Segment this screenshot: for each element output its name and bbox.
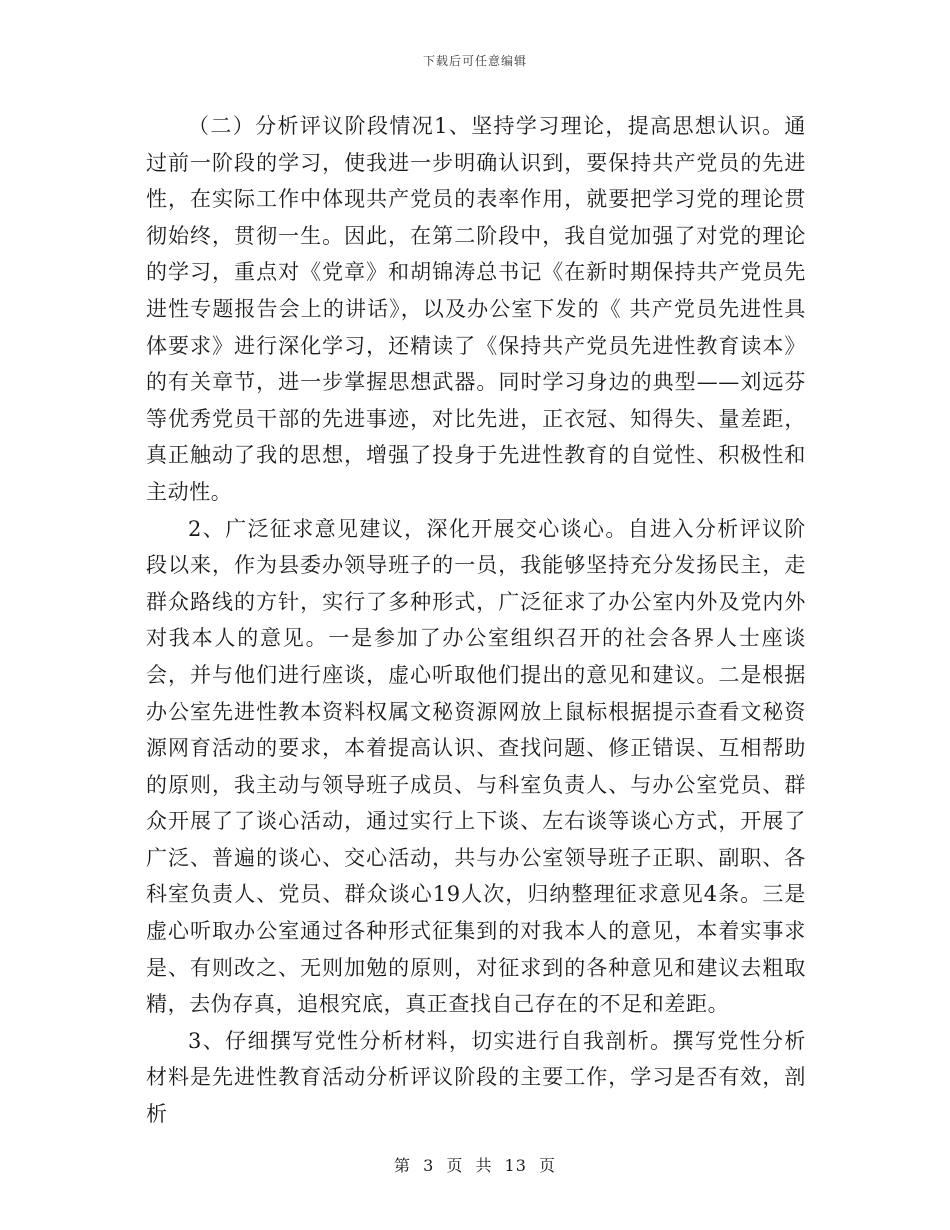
paragraph-party-analysis: 3、仔细撰写党性分析材料，切实进行自我剖析。撰写党性分析材料是先进性教育活动分析评议阶段的主要工作，学习是否有效，剖析 [146,1028,806,1127]
paragraph-analysis-stage: （二）分析评议阶段情况1、坚持学习理论，提高思想认识。通过前一阶段的学习，使我进一步明确认识到，要保持共产党员的先进性，在实际工作中体现共产党员的表率作用，就要把学习党的理论贯彻始终，贯彻一生。因此，在第二阶段中，我自觉加强了对党的理论的学习，重点对《党章》和胡锦涛总书记《在新时期保持共产党员先进性专题报告会上的讲话》，以及办公室下发的《 共产党员先进性具体要求》进行深化学习，还精读了《保持共产党员先进性教育读本》的有关章节，进一步掌握思想武器。同时学习身边的典型——刘远芬等优秀党员干部的先进事迹，对比先进，正衣冠、知得失、量差距，真正触动了我的思想，增强了投身于先进性教育的自觉性、积极性和主动性。 [146,114,806,504]
paragraph-solicit-opinions: 2、广泛征求意见建议，深化开展交心谈心。自进入分析评议阶段以来，作为县委办领导班子的一员，我能够坚持充分发扬民主，走群众路线的方针，实行了多种形式，广泛征求了办公室内外及党内外对我本人的意见。一是参加了办公室组织召开的社会各界人士座谈会，并与他们进行座谈，虚心听取他们提出的意见和建议。二是根据办公室先进性教本资料权属文秘资源网放上鼠标根据提示查看文秘资源网育活动的要求，本着提高认识、查找问题、修正错误、互相帮助的原则，我主动与领导班子成员、与科室负责人、与办公室党员、群众开展了了谈心活动，通过实行上下谈、左右谈等谈心方式，开展了广泛、普遍的谈心、交心活动，共与办公室领导班子正职、副职、各科室负责人、党员、群众谈心19人次，归纳整理征求意见4条。三是虚心听取办公室通过各种形式征集到的对我本人的意见，本着实事求是、有则改之、无则加勉的原则，对征求到的各种意见和建议去粗取精，去伪存真，追根究底，真正查找自己存在的不足和差距。 [146,516,806,1017]
page-header: 下载后可任意编辑 [422,54,527,68]
document-body [146,108,806,1133]
page-number: 第 3 页 共 13 页 [394,1156,556,1175]
